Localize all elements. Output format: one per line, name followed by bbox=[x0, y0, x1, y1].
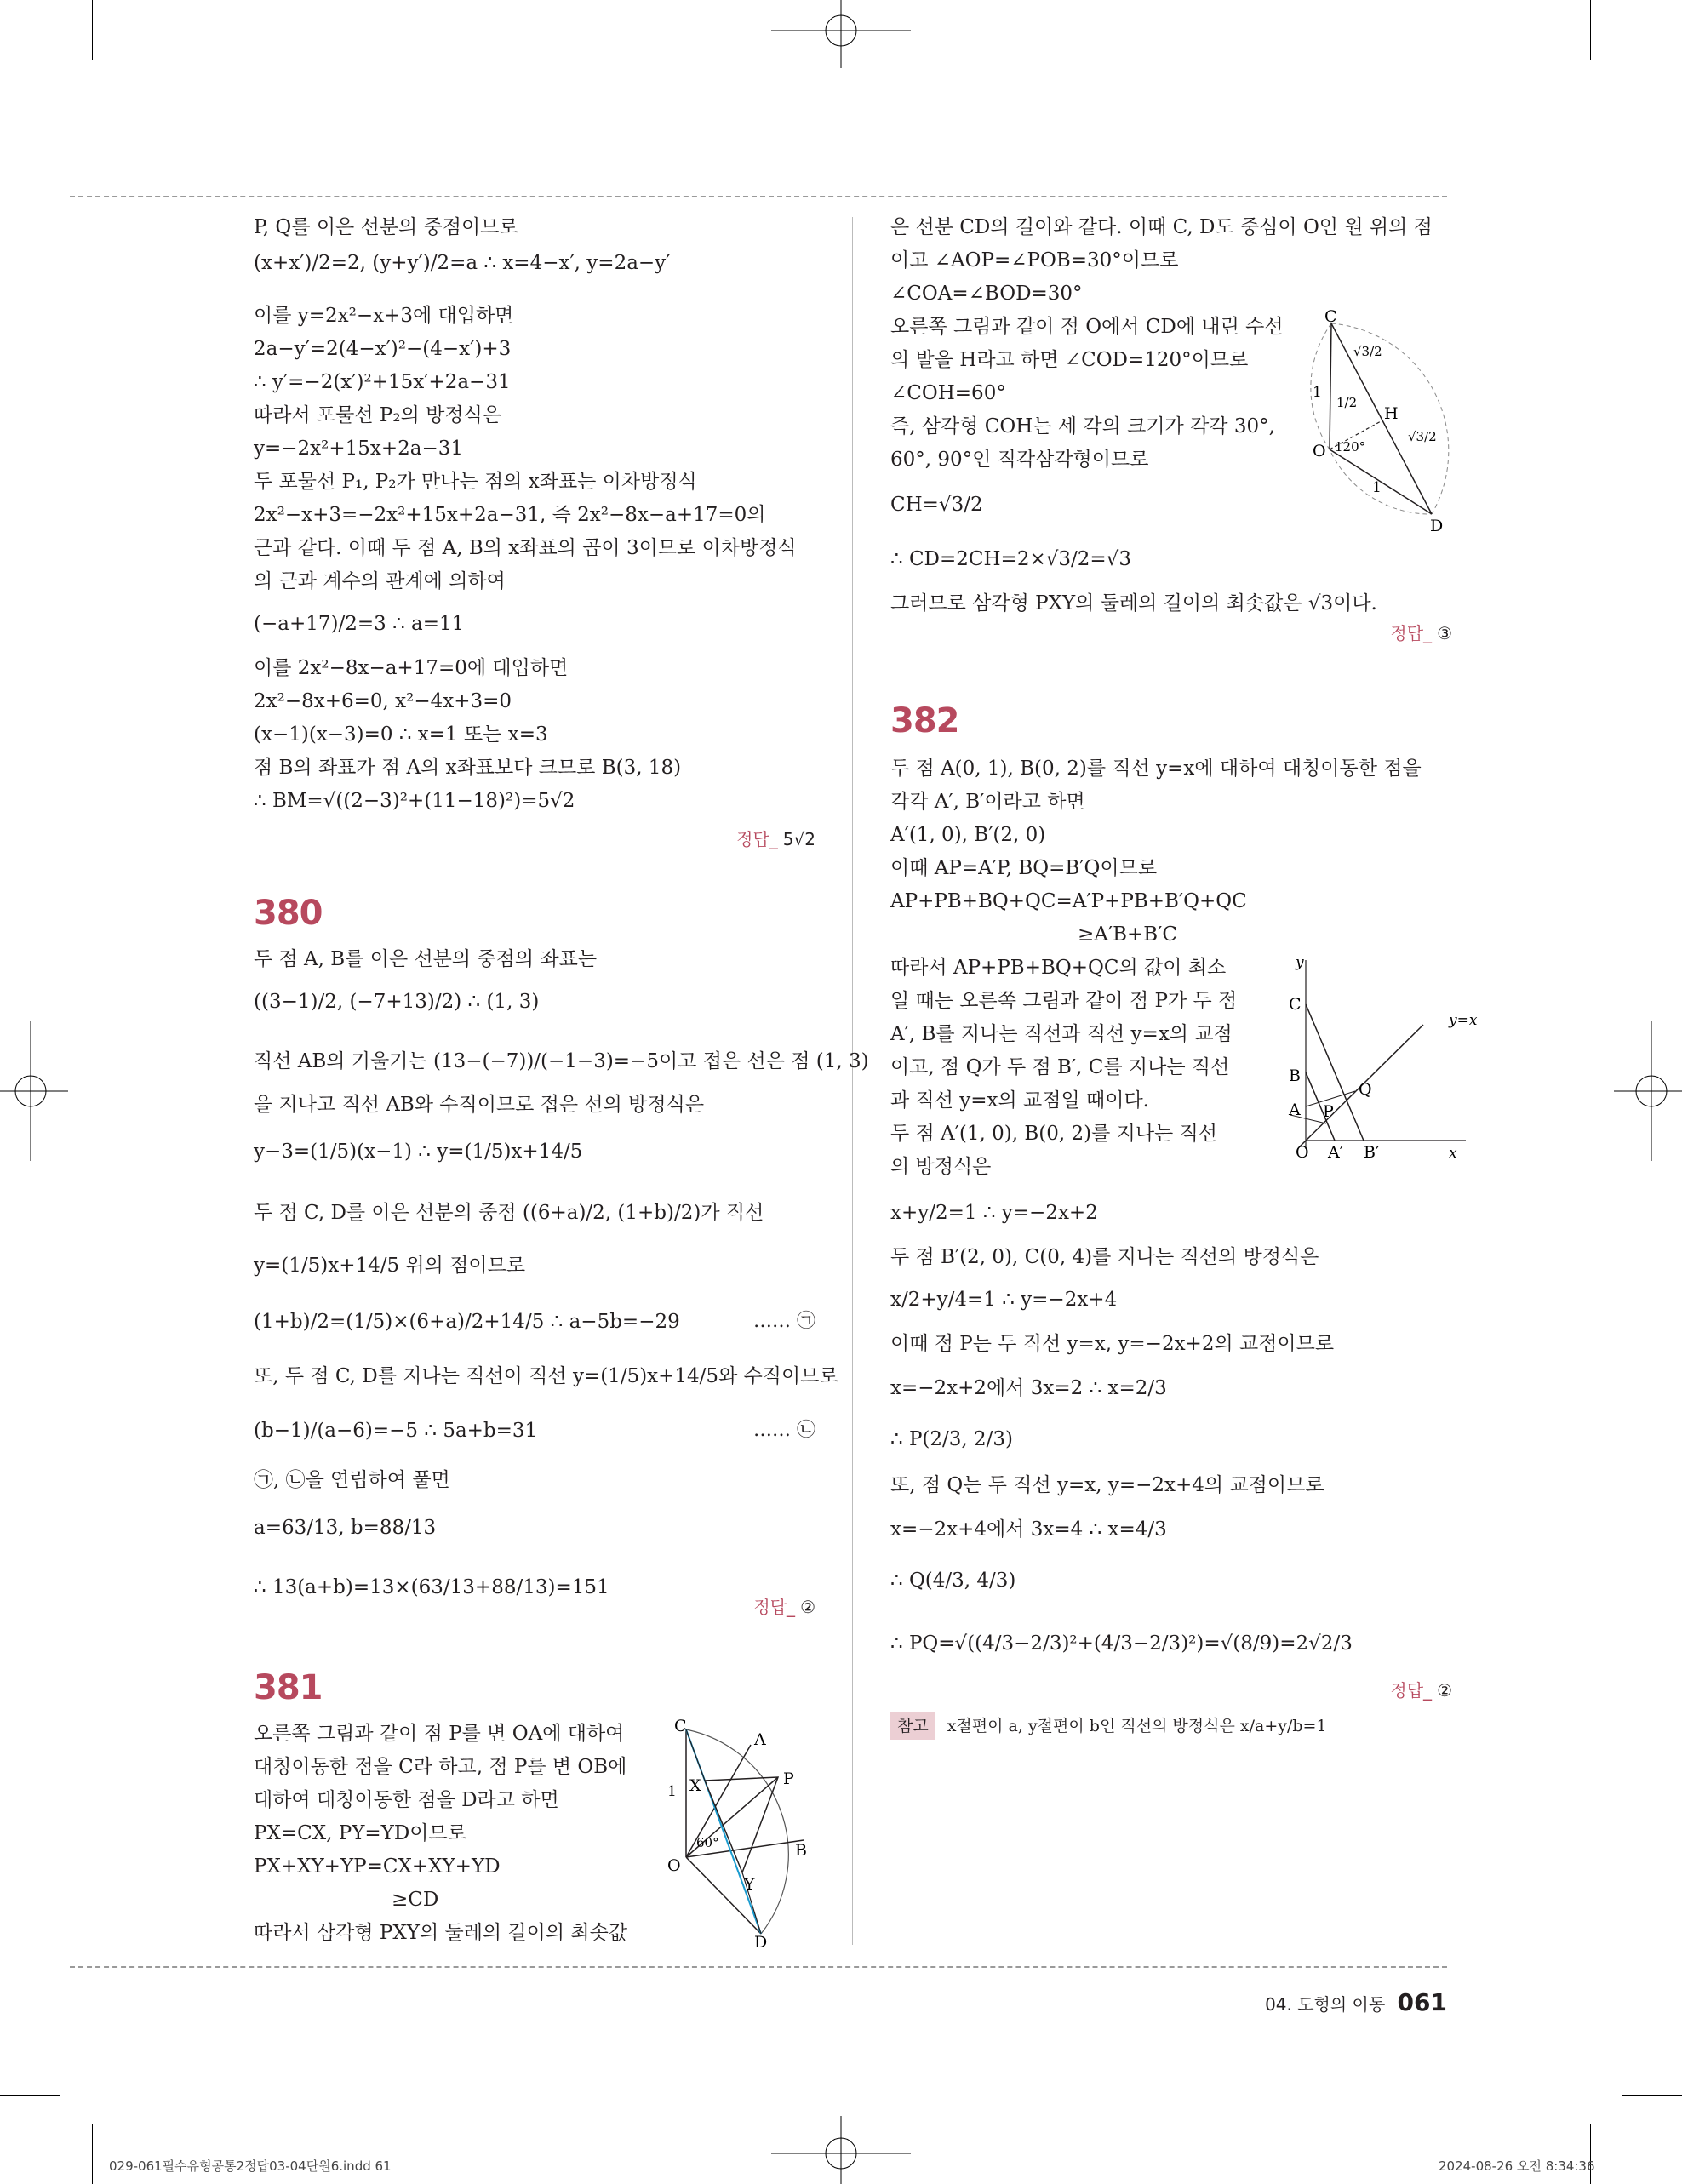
text-line: 각각 A′, B′이라고 하면 bbox=[890, 791, 1085, 813]
registration-mark-right bbox=[1614, 1021, 1682, 1161]
problem-number: 380 bbox=[254, 894, 323, 933]
text-line: 이를 2x²−8x−a+17=0에 대입하면 bbox=[254, 657, 569, 679]
text-line: A′, B를 지나는 직선과 직선 y=x의 교점 bbox=[890, 1023, 1233, 1045]
equation-line: ∴ PQ=√((4/3−2/3)²+(4/3−2/3)²)=√(8/9)=2√2/3 bbox=[890, 1632, 1353, 1655]
note-text: x절편이 a, y절편이 b인 직선의 방정식은 x/a+y/b=1 bbox=[947, 1717, 1327, 1735]
text-line: ㉠, ㉡을 연립하여 풀면 bbox=[254, 1469, 450, 1491]
chapter-title: 04. 도형의 이동 bbox=[1265, 1994, 1386, 2015]
figure-label: Y bbox=[744, 1875, 755, 1894]
text-line: 또, 점 Q는 두 직선 y=x, y=−2x+4의 교점이므로 bbox=[890, 1474, 1324, 1496]
text-line: 두 점 C, D를 이은 선분의 중점 ((6+a)/2, (1+b)/2)가 직선 bbox=[254, 1202, 764, 1224]
equation-line: x=−2x+2에서 3x=2 ∴ x=2/3 bbox=[890, 1377, 1167, 1399]
answer-value: ③ bbox=[1437, 623, 1452, 643]
note-tag: 참고 bbox=[890, 1712, 935, 1740]
equation-line: y−3=(1/5)(x−1) ∴ y=(1/5)x+14/5 bbox=[254, 1141, 583, 1163]
text-line: 그러므로 삼각형 PXY의 둘레의 길이의 최솟값은 √3이다. bbox=[890, 592, 1377, 615]
equation-marker: …… ㉡ bbox=[753, 1420, 815, 1441]
registration-mark-top bbox=[771, 0, 911, 68]
print-timestamp: 2024-08-26 오전 8:34:36 bbox=[1439, 2158, 1595, 2174]
text-line: 대하여 대칭이동한 점을 D라고 하면 bbox=[254, 1789, 559, 1811]
equation-line: PX+XY+YP=CX+XY+YD bbox=[254, 1855, 501, 1878]
text-line: 과 직선 y=x의 교점일 때이다. bbox=[890, 1089, 1149, 1112]
figure-label: A bbox=[1289, 1101, 1301, 1119]
figure-label: y=x bbox=[1449, 1012, 1478, 1029]
text-line: 이고, 점 Q가 두 점 B′, C를 지나는 직선 bbox=[890, 1056, 1230, 1078]
equation-line: CH=√3/2 bbox=[890, 494, 983, 516]
equation-line: y=−2x²+15x+2a−31 bbox=[254, 437, 464, 460]
top-rule bbox=[70, 196, 1447, 197]
answer-label: 정답_ bbox=[753, 1597, 796, 1617]
registration-mark-bottom bbox=[771, 2116, 911, 2184]
figure-label: B′ bbox=[1364, 1143, 1380, 1162]
figure-label: A′ bbox=[1328, 1143, 1344, 1162]
figure-label: P bbox=[783, 1769, 794, 1788]
equation-line: ∴ 13(a+b)=13×(63/13+88/13)=151 bbox=[254, 1576, 609, 1598]
answer-line bbox=[1390, 1677, 1452, 1701]
figure-label: 1 bbox=[1372, 479, 1382, 496]
answer-value: ② bbox=[1437, 1680, 1452, 1701]
equation-line: ∴ P(2/3, 2/3) bbox=[890, 1428, 1014, 1450]
figure-label: H bbox=[1384, 404, 1399, 423]
answer-line bbox=[753, 1593, 815, 1618]
problem-number: 382 bbox=[890, 701, 959, 740]
note-line bbox=[890, 1712, 1327, 1740]
text-line: 즉, 삼각형 COH는 세 각의 크기가 각각 30°, bbox=[890, 415, 1275, 437]
equation-line: a=63/13, b=88/13 bbox=[254, 1517, 437, 1539]
equation-line: x/2+y/4=1 ∴ y=−2x+4 bbox=[890, 1289, 1118, 1311]
triangle-figure bbox=[1311, 307, 1456, 535]
crop-mark bbox=[1590, 0, 1591, 60]
column-divider bbox=[852, 217, 853, 1945]
equation-line: ≥A′B+B′C bbox=[1078, 923, 1177, 946]
text-line: 대칭이동한 점을 C라 하고, 점 P를 변 OB에 bbox=[254, 1756, 627, 1778]
answer-label: 정답_ bbox=[1390, 623, 1433, 643]
equation-line: ∴ BM=√((2−3)²+(11−18)²)=5√2 bbox=[254, 790, 575, 812]
figure-label: Q bbox=[1359, 1080, 1372, 1099]
figure-label: D bbox=[1430, 517, 1444, 535]
equation-marker: …… ㉠ bbox=[753, 1311, 815, 1332]
crop-mark bbox=[0, 2095, 60, 2096]
figure-label: √3/2 bbox=[1353, 344, 1382, 359]
text-line: 두 점 B′(2, 0), C(0, 4)를 지나는 직선의 방정식은 bbox=[890, 1246, 1319, 1268]
text-line: 두 포물선 P₁, P₂가 만나는 점의 x좌표는 이차방정식 bbox=[254, 471, 697, 493]
text-line: 두 점 A(0, 1), B(0, 2)를 직선 y=x에 대하여 대칭이동한 점을 bbox=[890, 758, 1422, 780]
text-line: 오른쪽 그림과 같이 점 P를 변 OA에 대하여 bbox=[254, 1723, 625, 1745]
figure-label: B bbox=[1289, 1066, 1301, 1085]
crop-mark bbox=[92, 2124, 93, 2184]
answer-label: 정답_ bbox=[1390, 1680, 1433, 1701]
text-line: 오른쪽 그림과 같이 점 O에서 CD에 내린 수선 bbox=[890, 316, 1284, 338]
answer-line bbox=[736, 826, 815, 850]
figure-label: C bbox=[1324, 307, 1337, 326]
figure-label: O bbox=[1296, 1143, 1309, 1162]
equation-line: 2x²−x+3=−2x²+15x+2a−31, 즉 2x²−8x−a+17=0의 bbox=[254, 504, 766, 526]
text-line: 또, 두 점 C, D를 지나는 직선이 직선 y=(1/5)x+14/5와 수직이므로 bbox=[254, 1365, 838, 1387]
text-line: 의 발을 H라고 하면 ∠COD=120°이므로 bbox=[890, 349, 1249, 371]
equation-line: PX=CX, PY=YD이므로 bbox=[254, 1822, 466, 1844]
figure-label: 1 bbox=[1313, 384, 1322, 401]
figure-label: 1 bbox=[667, 1783, 677, 1800]
equation-line: A′(1, 0), B′(2, 0) bbox=[890, 824, 1046, 846]
answer-value: 5√2 bbox=[782, 829, 815, 849]
equation-line: ∠COA=∠BOD=30° bbox=[890, 283, 1083, 305]
figure-label: y bbox=[1296, 954, 1304, 971]
figure-label: O bbox=[667, 1856, 681, 1875]
figure-label: D bbox=[754, 1933, 768, 1952]
figure-label: 1/2 bbox=[1336, 395, 1358, 410]
text-line: 60°, 90°인 직각삼각형이므로 bbox=[890, 449, 1149, 471]
problem-number: 381 bbox=[254, 1668, 323, 1707]
equation-line: 2a−y′=2(4−x′)²−(4−x′)+3 bbox=[254, 338, 512, 360]
equation-line: y=(1/5)x+14/5 위의 점이므로 bbox=[254, 1255, 526, 1277]
text-line: 의 방정식은 bbox=[890, 1156, 992, 1178]
equation-line: (x+x′)/2=2, (y+y′)/2=a ∴ x=4−x′, y=2a−y′ bbox=[254, 252, 671, 274]
figure-label: X bbox=[689, 1776, 701, 1795]
text-line: 따라서 AP+PB+BQ+QC의 값이 최소 bbox=[890, 957, 1227, 979]
text-line: 이고 ∠AOP=∠POB=30°이므로 bbox=[890, 249, 1179, 272]
figure-label: B bbox=[795, 1841, 807, 1860]
registration-mark-left bbox=[0, 1021, 68, 1161]
file-info: 029-061필수유형공통2정답03-04단원6.indd 61 bbox=[109, 2158, 392, 2174]
equation-line: ∴ Q(4/3, 4/3) bbox=[890, 1569, 1016, 1592]
figure-label: A bbox=[754, 1730, 766, 1749]
figure-label: C bbox=[1289, 995, 1302, 1014]
equation-line: (x−1)(x−3)=0 ∴ x=1 또는 x=3 bbox=[254, 723, 548, 746]
text-line: 은 선분 CD의 길이와 같다. 이때 C, D도 중심이 O인 원 위의 점 bbox=[890, 216, 1433, 238]
figure-label: 60° bbox=[696, 1835, 719, 1850]
figure-label: P bbox=[1323, 1102, 1334, 1121]
crop-mark bbox=[1622, 2095, 1682, 2096]
text-line: 이를 y=2x²−x+3에 대입하면 bbox=[254, 305, 514, 327]
equation-line: (b−1)/(a−6)=−5 ∴ 5a+b=31 bbox=[254, 1420, 538, 1442]
text-line: 일 때는 오른쪽 그림과 같이 점 P가 두 점 bbox=[890, 990, 1238, 1012]
equation-line: x+y/2=1 ∴ y=−2x+2 bbox=[890, 1202, 1098, 1224]
text-line: 근과 같다. 이때 두 점 A, B의 x좌표의 곱이 3이므로 이차방정식 bbox=[254, 537, 797, 559]
equation-line: AP+PB+BQ+QC=A′P+PB+B′Q+QC bbox=[890, 890, 1247, 912]
answer-value: ② bbox=[800, 1597, 815, 1617]
page-footer bbox=[1265, 1988, 1447, 2016]
text-line: 따라서 삼각형 PXY의 둘레의 길이의 최솟값 bbox=[254, 1922, 628, 1944]
figure-label: C bbox=[674, 1717, 687, 1735]
crop-mark bbox=[92, 0, 93, 60]
equation-line: x=−2x+4에서 3x=4 ∴ x=4/3 bbox=[890, 1518, 1167, 1541]
figure-label: √3/2 bbox=[1408, 429, 1437, 444]
bottom-rule bbox=[70, 1966, 1447, 1968]
text-line: 점 B의 좌표가 점 A의 x좌표보다 크므로 B(3, 18) bbox=[254, 757, 682, 779]
text-line: 두 점 A′(1, 0), B(0, 2)를 지나는 직선 bbox=[890, 1123, 1218, 1145]
figure-label: x bbox=[1449, 1145, 1457, 1162]
text-line: 직선 AB의 기울기는 (13−(−7))/(−1−3)=−5이고 접은 선은 점 (1, 3) bbox=[254, 1050, 869, 1072]
equation-line: 이때 AP=A′P, BQ=B′Q이므로 bbox=[890, 857, 1158, 879]
answer-line bbox=[1390, 620, 1452, 644]
text-line: 두 점 A, B를 이은 선분의 중점의 좌표는 bbox=[254, 948, 598, 970]
equation-line: ((3−1)/2, (−7+13)/2) ∴ (1, 3) bbox=[254, 991, 540, 1013]
text-line: P, Q를 이은 선분의 중점이므로 bbox=[254, 216, 518, 238]
figure-label: 120° bbox=[1335, 439, 1366, 455]
page-number: 061 bbox=[1397, 1988, 1447, 2016]
equation-line: ∴ CD=2CH=2×√3/2=√3 bbox=[890, 548, 1131, 570]
equation-line: 2x²−8x+6=0, x²−4x+3=0 bbox=[254, 690, 512, 712]
text-line: 따라서 포물선 P₂의 방정식은 bbox=[254, 404, 502, 426]
equation-line: ≥CD bbox=[392, 1889, 439, 1911]
text-line: 의 근과 계수의 관계에 의하여 bbox=[254, 570, 506, 592]
equation-line: (1+b)/2=(1/5)×(6+a)/2+14/5 ∴ a−5b=−29 bbox=[254, 1311, 680, 1333]
equation-line: ∠COH=60° bbox=[890, 382, 1006, 404]
coordinate-figure bbox=[1265, 953, 1478, 1162]
text-line: 을 지나고 직선 AB와 수직이므로 접은 선의 방정식은 bbox=[254, 1094, 705, 1116]
figure-label: O bbox=[1313, 442, 1326, 460]
sector-figure bbox=[659, 1717, 821, 1952]
crop-mark bbox=[1590, 2124, 1591, 2184]
text-line: 이때 점 P는 두 직선 y=x, y=−2x+2의 교점이므로 bbox=[890, 1333, 1335, 1355]
equation-line: ∴ y′=−2(x′)²+15x′+2a−31 bbox=[254, 371, 511, 393]
equation-line: (−a+17)/2=3 ∴ a=11 bbox=[254, 613, 465, 635]
answer-label: 정답_ bbox=[736, 829, 778, 849]
